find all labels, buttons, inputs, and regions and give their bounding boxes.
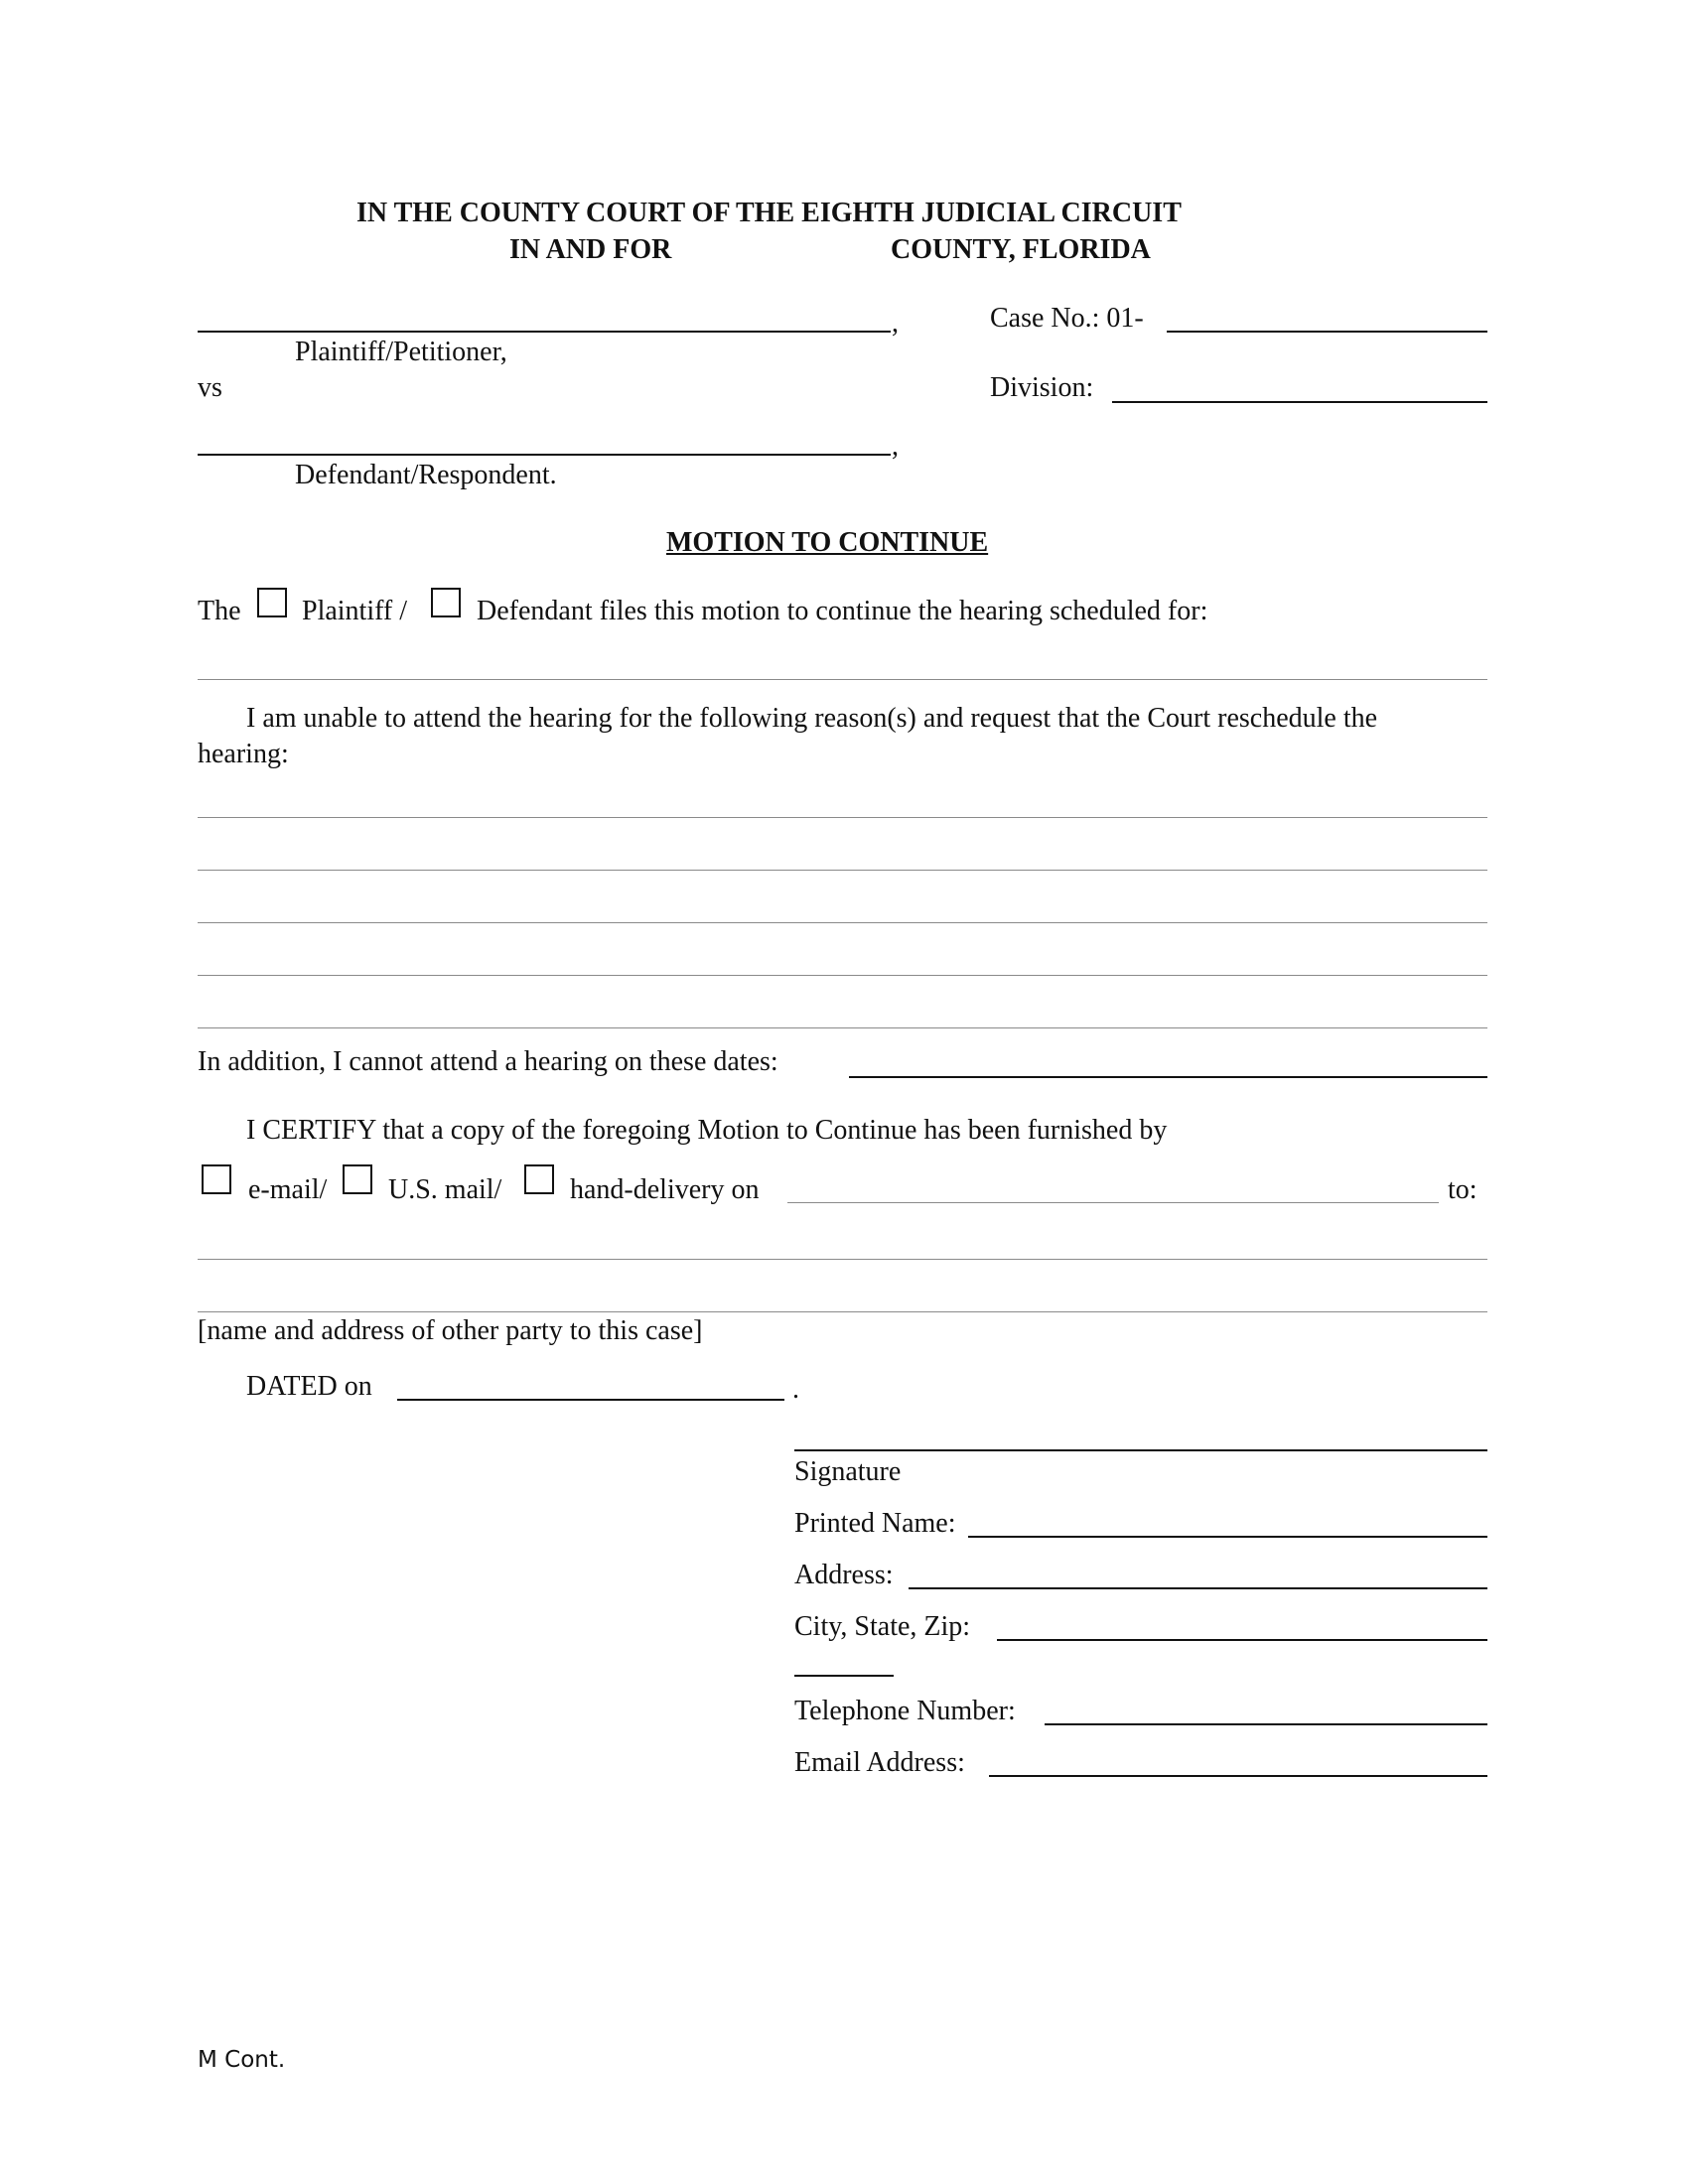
case-no-line[interactable] — [1167, 331, 1487, 333]
telephone-line[interactable] — [1045, 1723, 1487, 1725]
reason-text: I am unable to attend the hearing for the following reason(s) and request that the Court reschedule the — [246, 703, 1378, 734]
email-option-label: e-mail/ — [248, 1174, 328, 1205]
address-label: Address: — [794, 1560, 894, 1590]
the-label: The — [198, 596, 241, 626]
hearing-date-line[interactable] — [198, 679, 1487, 680]
plaintiff-name-line[interactable] — [198, 331, 891, 333]
delivery-date-line[interactable] — [787, 1202, 1439, 1203]
unavailable-dates-line[interactable] — [849, 1076, 1487, 1078]
certify-text: I CERTIFY that a copy of the foregoing Motion to Continue has been furnished by — [246, 1115, 1168, 1146]
in-and-for-label: IN AND FOR — [509, 234, 672, 265]
reason-line[interactable] — [198, 1027, 1487, 1028]
dated-line[interactable] — [397, 1399, 784, 1401]
motion-title: MOTION TO CONTINUE — [666, 527, 989, 558]
city-state-zip-label: City, State, Zip: — [794, 1611, 971, 1642]
unavailable-dates-label: In addition, I cannot attend a hearing on these dates: — [198, 1046, 778, 1077]
vs-label: vs — [198, 372, 222, 403]
defendant-checkbox[interactable] — [431, 588, 461, 617]
court-heading: IN THE COUNTY COURT OF THE EIGHTH JUDICIAL CIRCUIT — [356, 198, 1182, 228]
defendant-option-label: Defendant files this motion to continue the hearing scheduled for: — [477, 596, 1208, 626]
plaintiff-label: Plaintiff/Petitioner, — [295, 337, 507, 367]
reason-line[interactable] — [198, 922, 1487, 923]
city-state-zip-line[interactable] — [997, 1639, 1487, 1641]
recipient-note: [name and address of other party to this case] — [198, 1315, 703, 1346]
address-line[interactable] — [909, 1587, 1487, 1589]
caption-comma: , — [892, 431, 899, 462]
form-code: M Cont. — [198, 2047, 286, 2073]
reason-line[interactable] — [198, 817, 1487, 818]
recipient-line[interactable] — [198, 1311, 1487, 1312]
usmail-checkbox[interactable] — [343, 1164, 372, 1194]
plaintiff-option-label: Plaintiff / — [302, 596, 408, 626]
recipient-line[interactable] — [198, 1259, 1487, 1260]
reason-line[interactable] — [198, 870, 1487, 871]
email-address-label: Email Address: — [794, 1747, 965, 1778]
usmail-option-label: U.S. mail/ — [388, 1174, 502, 1205]
printed-name-label: Printed Name: — [794, 1508, 956, 1539]
telephone-label: Telephone Number: — [794, 1696, 1016, 1726]
dated-label: DATED on — [246, 1371, 372, 1402]
email-checkbox[interactable] — [202, 1164, 231, 1194]
dated-period: . — [792, 1374, 799, 1405]
case-no-label: Case No.: 01- — [990, 303, 1144, 334]
signature-line[interactable] — [794, 1449, 1487, 1451]
division-label: Division: — [990, 372, 1094, 403]
defendant-label: Defendant/Respondent. — [295, 460, 557, 490]
hand-delivery-checkbox[interactable] — [524, 1164, 554, 1194]
reason-text-continued: hearing: — [198, 739, 289, 769]
email-address-line[interactable] — [989, 1775, 1487, 1777]
to-label: to: — [1448, 1174, 1477, 1205]
hand-delivery-option-label: hand-delivery on — [570, 1174, 760, 1205]
county-florida-label: COUNTY, FLORIDA — [891, 234, 1151, 265]
city-state-zip-line-continued[interactable] — [794, 1675, 894, 1677]
caption-comma: , — [892, 308, 899, 339]
plaintiff-checkbox[interactable] — [257, 588, 287, 617]
division-line[interactable] — [1112, 401, 1487, 403]
reason-line[interactable] — [198, 975, 1487, 976]
signature-label: Signature — [794, 1456, 902, 1487]
defendant-name-line[interactable] — [198, 454, 891, 456]
printed-name-line[interactable] — [968, 1536, 1487, 1538]
